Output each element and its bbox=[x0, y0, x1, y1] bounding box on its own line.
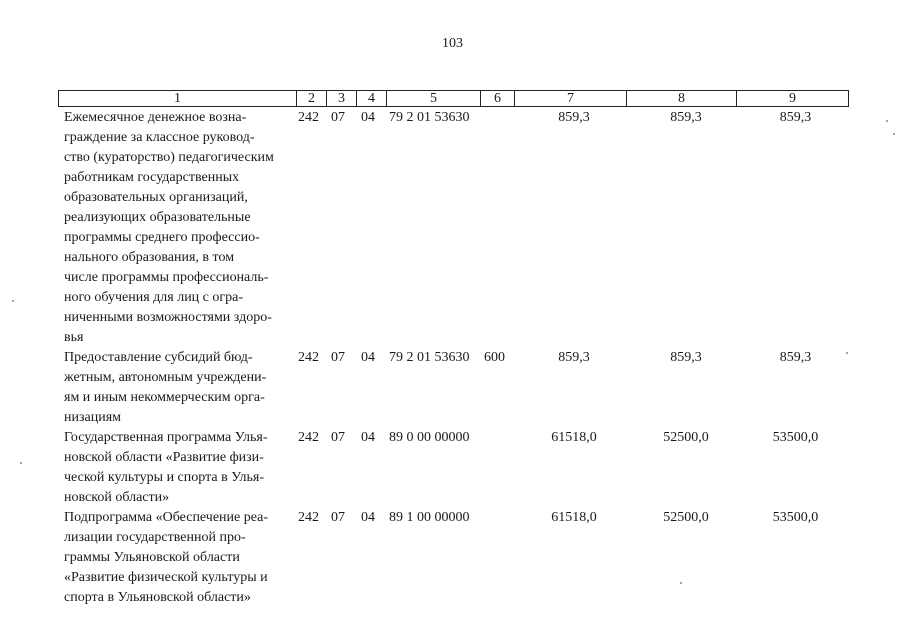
table-body bbox=[58, 108, 848, 608]
cell-target-article: 89 0 00 00000 bbox=[389, 430, 470, 445]
description-line: Предоставление субсидий бюд- bbox=[64, 350, 253, 365]
table-row bbox=[58, 428, 848, 508]
description-line: ческой культуры и спорта в Улья- bbox=[64, 470, 264, 485]
table-row bbox=[58, 508, 848, 608]
column-header-2: 2 bbox=[297, 91, 327, 107]
cell-amount-col9: 859,3 bbox=[779, 110, 812, 125]
table-row bbox=[58, 348, 848, 428]
cell-subsection-code: 04 bbox=[361, 110, 375, 125]
scan-speck bbox=[846, 352, 848, 354]
cell-amount-col7: 61518,0 bbox=[551, 430, 597, 445]
table-header bbox=[58, 90, 849, 107]
description-line: вья bbox=[64, 330, 84, 345]
description-line: ям и иным некоммерческим орга- bbox=[64, 390, 265, 405]
cell-amount-col7: 859,3 bbox=[558, 350, 590, 365]
scan-speck bbox=[680, 582, 682, 584]
description-line: ство (кураторство) педагогическим bbox=[64, 150, 274, 165]
description-line: низациям bbox=[64, 410, 122, 425]
cell-amount-col8: 52500,0 bbox=[663, 430, 709, 445]
cell-ministry-code: 242 bbox=[298, 110, 319, 125]
description-line: лизации государственной про- bbox=[64, 530, 246, 545]
cell-ministry-code: 242 bbox=[298, 350, 319, 365]
description-line: Государственная программа Улья- bbox=[64, 430, 268, 445]
cell-amount-col8: 52500,0 bbox=[663, 510, 709, 525]
description-line: Подпрограмма «Обеспечение реа- bbox=[64, 510, 269, 525]
cell-amount-col9: 53500,0 bbox=[772, 430, 819, 445]
description-line: ниченными возможностями здоро- bbox=[64, 310, 272, 325]
scan-speck bbox=[12, 300, 14, 302]
cell-subsection-code: 04 bbox=[361, 510, 375, 525]
cell-amount-col9: 53500,0 bbox=[772, 510, 819, 525]
row-description bbox=[64, 348, 286, 428]
column-header-1: 1 bbox=[59, 91, 297, 107]
page-number: 103 bbox=[442, 36, 463, 51]
cell-subsection-code: 04 bbox=[361, 430, 375, 445]
description-line: программы среднего профессио- bbox=[64, 230, 260, 245]
description-line: «Развитие физической культуры и bbox=[64, 570, 268, 585]
cell-amount-col8: 859,3 bbox=[670, 110, 702, 125]
column-header-5: 5 bbox=[387, 91, 481, 107]
description-line: жетным, автономным учреждени- bbox=[64, 370, 267, 385]
description-line: граждение за классное руковод- bbox=[64, 130, 255, 145]
cell-ministry-code: 242 bbox=[298, 510, 319, 525]
cell-section-code: 07 bbox=[331, 510, 345, 525]
scan-speck bbox=[893, 133, 895, 135]
cell-expense-type: 600 bbox=[484, 350, 505, 365]
description-line: Ежемесячное денежное возна- bbox=[64, 110, 247, 125]
description-line: спорта в Ульяновской области» bbox=[64, 590, 251, 605]
scan-speck bbox=[20, 462, 22, 464]
cell-target-article: 89 1 00 00000 bbox=[389, 510, 470, 525]
cell-ministry-code: 242 bbox=[298, 430, 319, 445]
cell-amount-col7: 859,3 bbox=[558, 110, 590, 125]
cell-target-article: 79 2 01 53630 bbox=[389, 110, 470, 125]
description-line: новской области «Развитие физи- bbox=[64, 450, 264, 465]
row-description bbox=[64, 508, 286, 608]
scan-speck bbox=[886, 120, 888, 122]
cell-amount-col9: 859,3 bbox=[779, 350, 812, 365]
description-line: граммы Ульяновской области bbox=[64, 550, 240, 565]
description-line: ного обучения для лиц с огра- bbox=[64, 290, 244, 305]
cell-amount-col8: 859,3 bbox=[670, 350, 702, 365]
description-line: числе программы профессиональ- bbox=[64, 270, 269, 285]
table-row bbox=[58, 108, 848, 348]
cell-section-code: 07 bbox=[331, 350, 345, 365]
description-line: реализующих образовательные bbox=[64, 210, 251, 225]
column-header-4: 4 bbox=[357, 91, 387, 107]
description-line: работникам государственных bbox=[64, 170, 240, 185]
row-description bbox=[64, 108, 286, 348]
cell-target-article: 79 2 01 53630 bbox=[389, 350, 470, 365]
column-header-8: 8 bbox=[627, 91, 737, 107]
cell-amount-col7: 61518,0 bbox=[551, 510, 597, 525]
row-description bbox=[64, 428, 286, 508]
description-line: нального образования, в том bbox=[64, 250, 235, 265]
column-header-7: 7 bbox=[515, 91, 627, 107]
cell-subsection-code: 04 bbox=[361, 350, 375, 365]
column-header-9: 9 bbox=[737, 91, 849, 107]
column-header-3: 3 bbox=[327, 91, 357, 107]
description-line: новской области» bbox=[64, 490, 170, 505]
description-line: образовательных организаций, bbox=[64, 190, 248, 205]
cell-section-code: 07 bbox=[331, 110, 345, 125]
cell-section-code: 07 bbox=[331, 430, 345, 445]
column-header-6: 6 bbox=[481, 91, 515, 107]
